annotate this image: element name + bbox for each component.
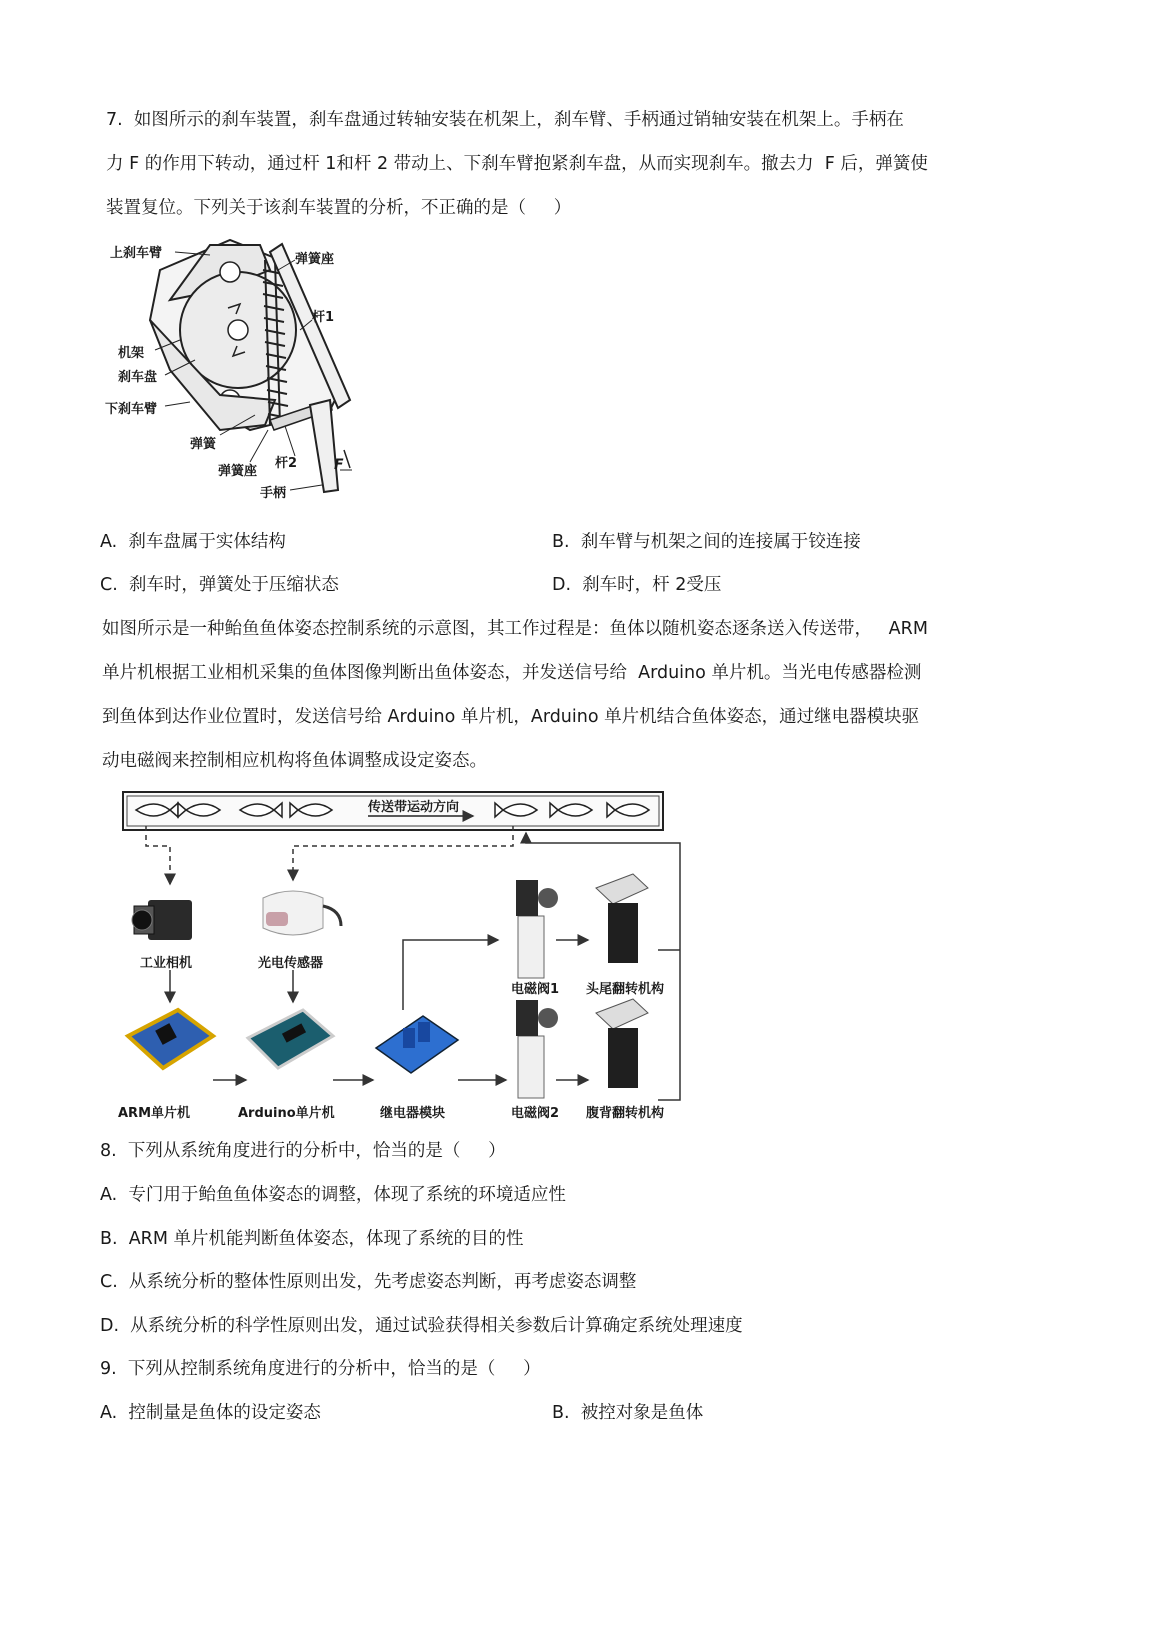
relay-image <box>376 1016 458 1073</box>
label-brake-disc: 刹车盘 <box>118 370 158 385</box>
fish-system-drawing <box>118 788 688 1123</box>
label-relay-module: 继电器模块 <box>380 1106 446 1121</box>
label-frame: 机架 <box>118 346 145 361</box>
label-arm-mcu: ARM单片机 <box>118 1106 191 1121</box>
intro-line-3: 到鱼体到达作业位置时，发送信号给 Arduino 单片机，Arduino 单片机结合鱼体姿态，通过继电器模块驱 <box>102 707 920 727</box>
label-spring-seat-top: 弹簧座 <box>295 252 335 267</box>
label-rod-2: 杆2 <box>275 456 298 471</box>
q8-option-b[interactable]: B. ARM 单片机能判断鱼体姿态，体现了系统的目的性 <box>100 1229 524 1249</box>
q7-option-c[interactable]: C. 刹车时，弹簧处于压缩状态 <box>100 575 339 595</box>
valve1-image <box>516 880 558 978</box>
q8-stem: 8. 下列从系统角度进行的分析中，恰当的是（ ） <box>100 1141 506 1161</box>
q7-stem-line-3: 装置复位。下列关于该刹车装置的分析，不正确的是（ ） <box>106 198 572 218</box>
label-spring: 弹簧 <box>190 437 217 452</box>
camera-image <box>132 900 192 940</box>
label-arduino-mcu: Arduino单片机 <box>238 1106 335 1121</box>
mech1-image <box>596 874 648 963</box>
q7-option-a[interactable]: A. 刹车盘属于实体结构 <box>100 532 286 552</box>
label-conveyor-direction: 传送带运动方向 <box>368 800 460 815</box>
q8-option-a[interactable]: A. 专门用于鲐鱼鱼体姿态的调整，体现了系统的环境适应性 <box>100 1185 566 1205</box>
valve2-image <box>516 1000 558 1098</box>
fish-system-diagram <box>118 788 688 1123</box>
intro-line-2: 单片机根据工业相机采集的鱼体图像判断出鱼体姿态，并发送信号给 Arduino 单片机。当光电传感器检测 <box>102 663 922 683</box>
label-rod-1: 杆1 <box>312 310 335 325</box>
arm-board-image <box>128 1010 213 1068</box>
q7-stem-line-1: 7. 如图所示的刹车装置，刹车盘通过转轴安装在机架上，刹车臂、手柄通过销轴安装在机架上。手柄在 <box>106 110 904 130</box>
q7-option-d[interactable]: D. 刹车时，杆 2受压 <box>552 575 722 595</box>
q7-stem-line-2: 力 F 的作用下转动，通过杆 1和杆 2 带动上、下刹车臂抱紧刹车盘，从而实现刹车。撤去力 F 后，弹簧使 <box>106 154 928 174</box>
label-valve-2: 电磁阀2 <box>511 1106 560 1121</box>
q8-option-d[interactable]: D. 从系统分析的科学性原则出发，通过试验获得相关参数后计算确定系统处理速度 <box>100 1316 743 1336</box>
label-photo-sensor: 光电传感器 <box>258 956 324 971</box>
q9-stem: 9. 下列从控制系统角度进行的分析中，恰当的是（ ） <box>100 1359 541 1379</box>
mech2-image <box>596 999 648 1088</box>
label-upper-brake-arm: 上刹车臂 <box>110 246 163 261</box>
label-lower-brake-arm: 下刹车臂 <box>105 402 158 417</box>
brake-figure <box>100 230 380 515</box>
label-industrial-camera: 工业相机 <box>140 956 193 971</box>
label-spring-seat-bottom: 弹簧座 <box>218 464 258 479</box>
q9-option-a[interactable]: A. 控制量是鱼体的设定姿态 <box>100 1403 321 1423</box>
label-belly-back-mechanism: 腹背翻转机构 <box>586 1106 665 1121</box>
sensor-image <box>263 891 341 935</box>
arduino-image <box>248 1010 333 1068</box>
q9-option-b[interactable]: B. 被控对象是鱼体 <box>552 1403 704 1423</box>
q7-option-b[interactable]: B. 刹车臂与机架之间的连接属于铰连接 <box>552 532 861 552</box>
label-handle: 手柄 <box>260 486 287 501</box>
intro-line-1: 如图所示是一种鲐鱼鱼体姿态控制系统的示意图，其工作过程是：鱼体以随机姿态逐条送入传送带， ARM <box>102 619 928 639</box>
label-force: F <box>334 457 344 473</box>
label-valve-1: 电磁阀1 <box>511 982 560 997</box>
label-head-tail-mechanism: 头尾翻转机构 <box>586 982 665 997</box>
intro-line-4: 动电磁阀来控制相应机构将鱼体调整成设定姿态。 <box>102 751 487 771</box>
q8-option-c[interactable]: C. 从系统分析的整体性原则出发，先考虑姿态判断，再考虑姿态调整 <box>100 1272 637 1292</box>
